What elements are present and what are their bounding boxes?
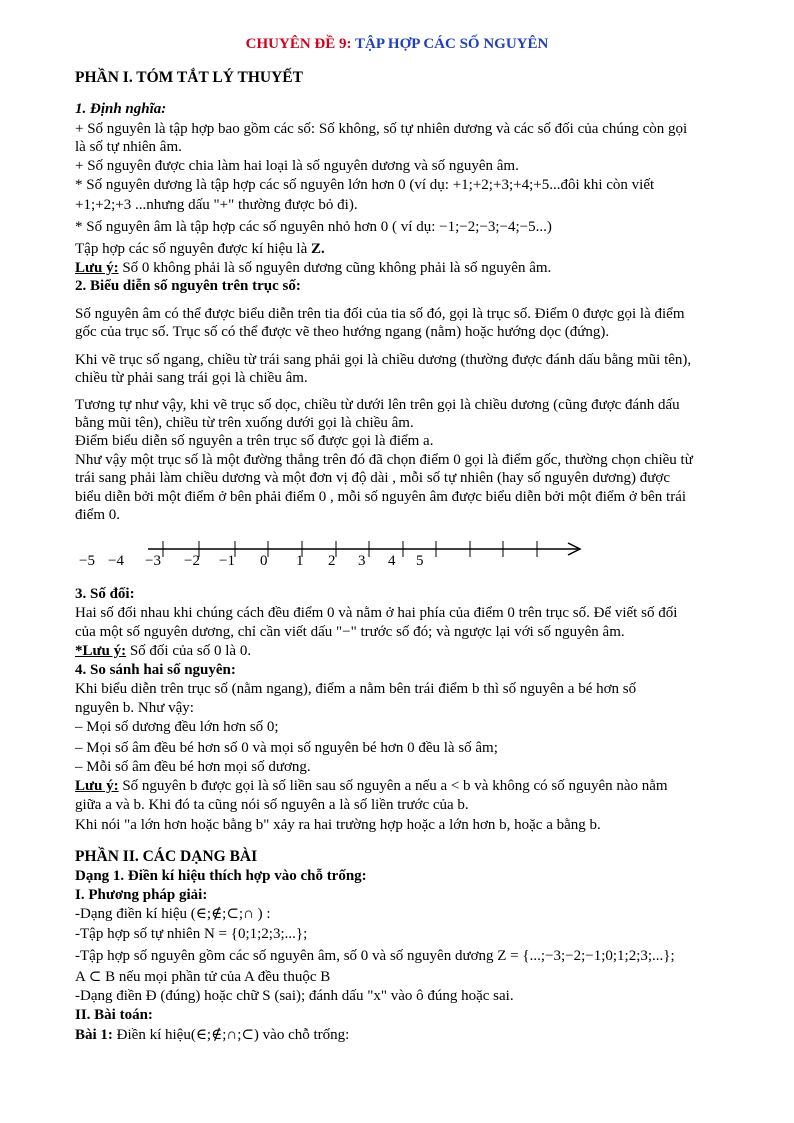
paragraph-line: chiều từ phải sang trái gọi là chiều âm. xyxy=(75,370,308,386)
number-line-label: 4 xyxy=(388,553,396,569)
paragraph-line: Số nguyên âm có thể được biểu diễn trên tia đối của tia số đó, gọi là trục số. Điểm 0 được gọi là điểm xyxy=(75,306,685,322)
definition-line: là số tự nhiên âm. xyxy=(75,139,182,155)
number-line-label: 3 xyxy=(358,553,366,569)
definition-heading: 1. Định nghĩa: xyxy=(75,101,167,117)
method-line: -Dạng điền Đ (đúng) hoặc chữ S (sai); đánh dấu "x" vào ô đúng hoặc sai. xyxy=(75,988,514,1004)
definition-line: +1;+2;+3 ...nhưng dấu "+" thường được bỏ đi). xyxy=(75,197,358,213)
method-line: -Tập hợp số nguyên gồm các số nguyên âm, số 0 và số nguyên dương Z = {...;−3;−2;−1;0;1;2;3;...}; xyxy=(75,948,675,964)
number-line-label: 2 xyxy=(328,553,336,569)
number-line-label: −1 xyxy=(219,553,235,569)
note-2: *Lưu ý: Số đối của số 0 là 0. xyxy=(75,643,252,659)
paragraph-line: Khi vẽ trục số ngang, chiều từ trái sang phải gọi là chiều dương (thường được đánh dấu bằng mũi tên), xyxy=(75,352,692,368)
section-3-heading: 3. Số đối: xyxy=(75,586,135,602)
note-1: Lưu ý: Số 0 không phải là số nguyên dương cũng không phải là số nguyên âm. xyxy=(75,260,552,276)
paragraph-line: gốc của trục số. Trục số có thể được vẽ theo hướng ngang (nằm) hoặc hướng dọc (đứng). xyxy=(75,324,610,340)
paragraph-line: giữa a và b. Khi đó ta cũng nói số nguyên a là số liền trước của b. xyxy=(75,797,469,813)
paragraph-line: biểu diễn bởi một điểm ở bên phải điểm 0 , mỗi số nguyên âm được biểu diễn bởi một điểm ở bên trái xyxy=(75,489,687,505)
paragraph-line: nguyên b. Như vậy: xyxy=(75,700,194,716)
problem-1: Bài 1: Điền kí hiệu(∈;∉;∩;⊂) vào chỗ trống: xyxy=(75,1027,350,1043)
paragraph-line: – Mọi số dương đều lớn hơn số 0; xyxy=(75,719,279,735)
method-line: A ⊂ B nếu mọi phần tử của A đều thuộc B xyxy=(75,969,331,985)
integer-symbol-line: Tập hợp các số nguyên được kí hiệu là Z. xyxy=(75,241,325,257)
section-4-heading: 4. So sánh hai số nguyên: xyxy=(75,662,236,678)
paragraph-line: trái sang phải làm chiều dương và một đơn vị độ dài , mỗi số tự nhiên (hay số nguyên dương) được xyxy=(75,470,670,486)
method-heading: I. Phương pháp giải: xyxy=(75,887,208,903)
paragraph-line: – Mỗi số âm đều bé hơn mọi số dương. xyxy=(75,759,311,775)
number-line-label: −2 xyxy=(184,553,200,569)
method-line: -Tập hợp số tự nhiên N = {0;1;2;3;...}; xyxy=(75,926,308,942)
number-line-label: −3 xyxy=(145,553,161,569)
paragraph-line: điểm 0. xyxy=(75,507,120,523)
paragraph-line: Tương tự như vậy, khi vẽ trục số dọc, chiều từ dưới lên trên gọi là chiều dương (cũng được đánh dấu xyxy=(75,397,680,413)
part2-heading: PHẦN II. CÁC DẠNG BÀI xyxy=(75,848,258,865)
number-line-label: −4 xyxy=(108,553,124,569)
paragraph-line: của một số nguyên dương, chỉ cần viết dấu "−" trước số đó; và ngược lại với số nguyên âm. xyxy=(75,624,625,640)
method-line: -Dạng điền kí hiệu (∈;∉;⊂;∩ ) : xyxy=(75,906,271,922)
number-line-label: 5 xyxy=(416,553,424,569)
paragraph-line: Điểm biểu diễn số nguyên a trên trục số được gọi là điểm a. xyxy=(75,433,434,449)
problems-heading: II. Bài toán: xyxy=(75,1007,153,1023)
paragraph-line: Khi nói "a lớn hơn hoặc bằng b" xảy ra hai trường hợp hoặc a lớn hơn b, hoặc a bằng b. xyxy=(75,817,601,833)
section-2-heading: 2. Biểu diễn số nguyên trên trục số: xyxy=(75,278,301,294)
definition-line: * Số nguyên dương là tập hợp các số nguyên lớn hơn 0 (ví dụ: +1;+2;+3;+4;+5...đôi khi còn viết xyxy=(75,177,655,193)
paragraph-line: – Mọi số âm đều bé hơn số 0 và mọi số nguyên bé hơn 0 đều là số âm; xyxy=(75,740,498,756)
definition-line: * Số nguyên âm là tập hợp các số nguyên nhỏ hơn 0 ( ví dụ: −1;−2;−3;−4;−5...) xyxy=(75,219,552,235)
paragraph-line: bằng mũi tên), chiều từ trên xuống dưới gọi là chiều âm. xyxy=(75,415,414,431)
type1-heading: Dạng 1. Điền kí hiệu thích hợp vào chỗ trống: xyxy=(75,868,367,884)
note-3: Lưu ý: Số nguyên b được gọi là số liền sau số nguyên a nếu a < b và không có số nguyên nào nằm xyxy=(75,778,668,794)
paragraph-line: Khi biểu diễn trên trục số (nằm ngang), điểm a nằm bên trái điểm b thì số nguyên a bé hơn số xyxy=(75,681,637,697)
number-line-label: 1 xyxy=(296,553,304,569)
page-title: CHUYÊN ĐỀ 9: TẬP HỢP CÁC SỐ NGUYÊN xyxy=(245,36,549,52)
definition-line: + Số nguyên được chia làm hai loại là số nguyên dương và số nguyên âm. xyxy=(75,158,519,174)
part1-heading: PHẦN I. TÓM TẮT LÝ THUYẾT xyxy=(75,69,303,86)
definition-line: + Số nguyên là tập hợp bao gồm các số: Số không, số tự nhiên dương và các số đối của chúng còn gọi xyxy=(75,121,688,137)
number-line-label: 0 xyxy=(260,553,268,569)
paragraph-line: Hai số đối nhau khi chúng cách đều điểm 0 và nằm ở hai phía của điểm 0 trên trục số. Để viết số đối xyxy=(75,605,678,621)
paragraph-line: Như vậy một trục số là một đường thẳng trên đó đã chọn điểm 0 gọi là điểm gốc, thường chọn chiều từ xyxy=(75,452,693,468)
number-line-label: −5 xyxy=(79,553,95,569)
